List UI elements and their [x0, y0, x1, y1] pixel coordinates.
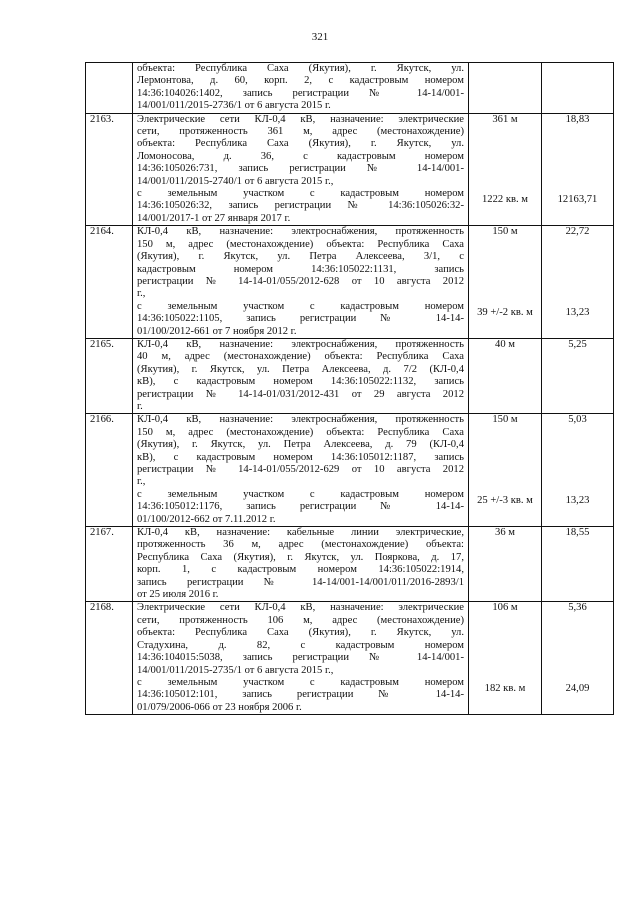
object-description	[133, 113, 469, 226]
description-line: запись регистрации № 14-14/001-14/001/011/2016-2893/1	[137, 576, 464, 588]
object-value: 5,03	[568, 414, 587, 426]
value-cell	[542, 113, 614, 226]
description-line: с земельным участком с кадастровым номером	[137, 488, 464, 500]
land-area: 1222 кв. м	[482, 194, 528, 206]
object-quantity: 106 м	[492, 602, 518, 614]
object-value: 22,72	[565, 226, 590, 238]
description-line: объекта: Республика Саха (Якутия), г. Якутск, ул.	[137, 627, 464, 639]
value-cell	[542, 338, 614, 413]
description-line: 14/001/011/2015-2736/1 от 6 августа 2015 г.	[137, 100, 331, 112]
description-line: 14/001/011/2015-2740/1 от 6 августа 2015 г.,	[137, 175, 334, 187]
object-quantity: 36 м	[495, 527, 515, 539]
description-line: регистрации № 14-14-01/031/2012-431 от 29 августа 2012	[137, 388, 464, 400]
land-value: 13,23	[565, 494, 590, 506]
land-area: 182 кв. м	[484, 683, 526, 695]
description-line: 14/001/011/2015-2735/1 от 6 августа 2015 г.,	[137, 664, 334, 676]
description-line: 01/079/2006-066 от 23 ноября 2006 г.	[137, 701, 302, 713]
description-line: Ломоносова, д. 36, с кадастровым номером	[137, 150, 464, 162]
description-line: с земельным участком с кадастровым номером	[137, 676, 464, 688]
description-line: г.,	[137, 288, 146, 300]
description-line: протяженность 36 м, адрес (местонахождение) объекта:	[137, 539, 464, 551]
description-line: Республика Саха (Якутия), г. Якутск, ул. Пояркова, д. 17,	[137, 551, 464, 563]
land-value: 13,23	[565, 306, 590, 318]
description-line: регистрации № 14-14-01/055/2012-628 от 10 августа 2012	[137, 275, 464, 287]
object-description	[133, 414, 469, 527]
value-cell	[542, 414, 614, 527]
description-line: Лермонтова, д. 60, корп. 2, с кадастровым номером	[137, 75, 464, 87]
page-number: 321	[311, 31, 329, 43]
row-number: 2167.	[86, 527, 133, 602]
description-line: от 25 июля 2016 г.	[137, 589, 219, 601]
description-line: объекта: Республика Саха (Якутия), г. Якутск, ул.	[137, 63, 464, 74]
object-value: 5,36	[568, 602, 587, 614]
description-line: 14:36:105022:1105, запись регистрации № 14-14-	[137, 313, 464, 325]
land-area: 39 +/-2 кв. м	[477, 306, 533, 318]
object-value: 5,25	[568, 338, 587, 350]
description-line: регистрации № 14-14-01/055/2012-629 от 10 августа 2012	[137, 464, 464, 475]
row-number: 2164.	[86, 226, 133, 339]
quantity-cell	[469, 602, 542, 715]
value-cell	[542, 226, 614, 339]
table-row	[86, 113, 614, 226]
description-line: с земельным участком с кадастровым номером	[137, 300, 464, 312]
quantity-cell	[469, 414, 542, 527]
description-line: г.	[137, 400, 143, 412]
property-register-table	[85, 62, 614, 715]
row-number: 2166.	[86, 414, 133, 527]
description-line: Электрические сети КЛ-0,4 кВ, назначение: электрические	[137, 602, 464, 614]
description-line: с земельным участком с кадастровым номером	[137, 188, 464, 200]
table-row	[86, 527, 614, 602]
description-line: кВ), с кадастровым номером 14:36:105012:1187, запись	[137, 451, 464, 463]
description-line: КЛ-0,4 кВ, назначение: электроснабжения, протяженность	[137, 226, 464, 238]
description-line: сети, протяженность 361 м, адрес (местонахождение)	[137, 126, 464, 138]
land-value: 12163,71	[557, 194, 598, 206]
object-description	[133, 602, 469, 715]
description-line: Электрические сети КЛ-0,4 кВ, назначение: электрические	[137, 113, 464, 125]
quantity-cell	[469, 63, 542, 114]
description-line: (Якутия), г. Якутск, ул. Петра Алексеева, д. 7/2 (КЛ-0,4	[137, 363, 464, 375]
description-line: 14:36:105012:1176, запись регистрации № 14-14-	[137, 501, 464, 513]
value-cell	[542, 527, 614, 602]
row-number: 2168.	[86, 602, 133, 715]
quantity-cell	[469, 226, 542, 339]
description-line: 150 м, адрес (местонахождение) объекта: Республика Саха	[137, 426, 464, 438]
description-line: 150 м, адрес (местонахождение) объекта: Республика Саха	[137, 238, 464, 250]
description-line: 01/100/2012-661 от 7 ноября 2012 г.	[137, 325, 297, 337]
description-line: 14:36:105026:32, запись регистрации № 14:36:105026:32-	[137, 200, 464, 212]
description-line: КЛ-0,4 кВ, назначение: электроснабжения, протяженность	[137, 414, 464, 426]
register-body	[86, 63, 614, 715]
value-cell	[542, 63, 614, 114]
object-description	[133, 527, 469, 602]
quantity-cell	[469, 338, 542, 413]
description-line: (Якутия), г. Якутск, ул. Петра Алексеева, д. 79 (КЛ-0,4	[137, 439, 464, 451]
description-line: Стадухина, д. 82, с кадастровым номером	[137, 639, 464, 651]
description-line: кВ), с кадастровым номером 14:36:105022:1132, запись	[137, 376, 464, 388]
description-line: сети, протяженность 106 м, адрес (местонахождение)	[137, 614, 464, 626]
table-row	[86, 226, 614, 339]
description-line: 40 м, адрес (местонахождение) объекта: Республика Саха	[137, 351, 464, 363]
quantity-cell	[469, 527, 542, 602]
description-line: 14:36:105012:101, запись регистрации № 14-14-	[137, 689, 464, 701]
description-line: г.,	[137, 476, 146, 488]
object-value: 18,55	[565, 527, 590, 539]
land-value: 24,09	[565, 683, 590, 695]
description-line: 14:36:104026:1402, запись регистрации № 14-14/001-	[137, 87, 464, 99]
description-line: 14:36:104015:5038, запись регистрации № 14-14/001-	[137, 652, 464, 664]
description-line: кадастровым номером 14:36:105022:1131, запись	[137, 263, 464, 275]
description-line: 14/001/2017-1 от 27 января 2017 г.	[137, 212, 291, 224]
object-quantity: 150 м	[492, 414, 518, 426]
table-row	[86, 338, 614, 413]
description-line: 14:36:105026:731, запись регистрации № 14-14/001-	[137, 163, 464, 175]
row-number: 2165.	[86, 338, 133, 413]
row-number: 2163.	[86, 113, 133, 226]
description-line: КЛ-0,4 кВ, назначение: электроснабжения, протяженность	[137, 338, 464, 350]
description-line: корп. 1, с кадастровым номером 14:36:105022:1914,	[137, 564, 464, 576]
description-line: объекта: Республика Саха (Якутия), г. Якутск, ул.	[137, 138, 464, 150]
table-row	[86, 414, 614, 527]
object-description	[133, 63, 469, 114]
description-line: (Якутия), г. Якутск, ул. Петра Алексеева, 3/1, с	[137, 251, 464, 263]
value-cell	[542, 602, 614, 715]
object-quantity: 361 м	[492, 113, 518, 125]
object-description	[133, 338, 469, 413]
table-row	[86, 63, 614, 114]
table-row	[86, 602, 614, 715]
object-value: 18,83	[565, 113, 590, 125]
quantity-cell	[469, 113, 542, 226]
row-number	[86, 63, 133, 114]
description-line: КЛ-0,4 кВ, назначение: кабельные линии электрические,	[137, 527, 464, 539]
description-line: 01/100/2012-662 от 7.11.2012 г.	[137, 513, 276, 525]
land-area: 25 +/-3 кв. м	[477, 494, 533, 506]
object-description	[133, 226, 469, 339]
object-quantity: 40 м	[495, 338, 515, 350]
object-quantity: 150 м	[492, 226, 518, 238]
